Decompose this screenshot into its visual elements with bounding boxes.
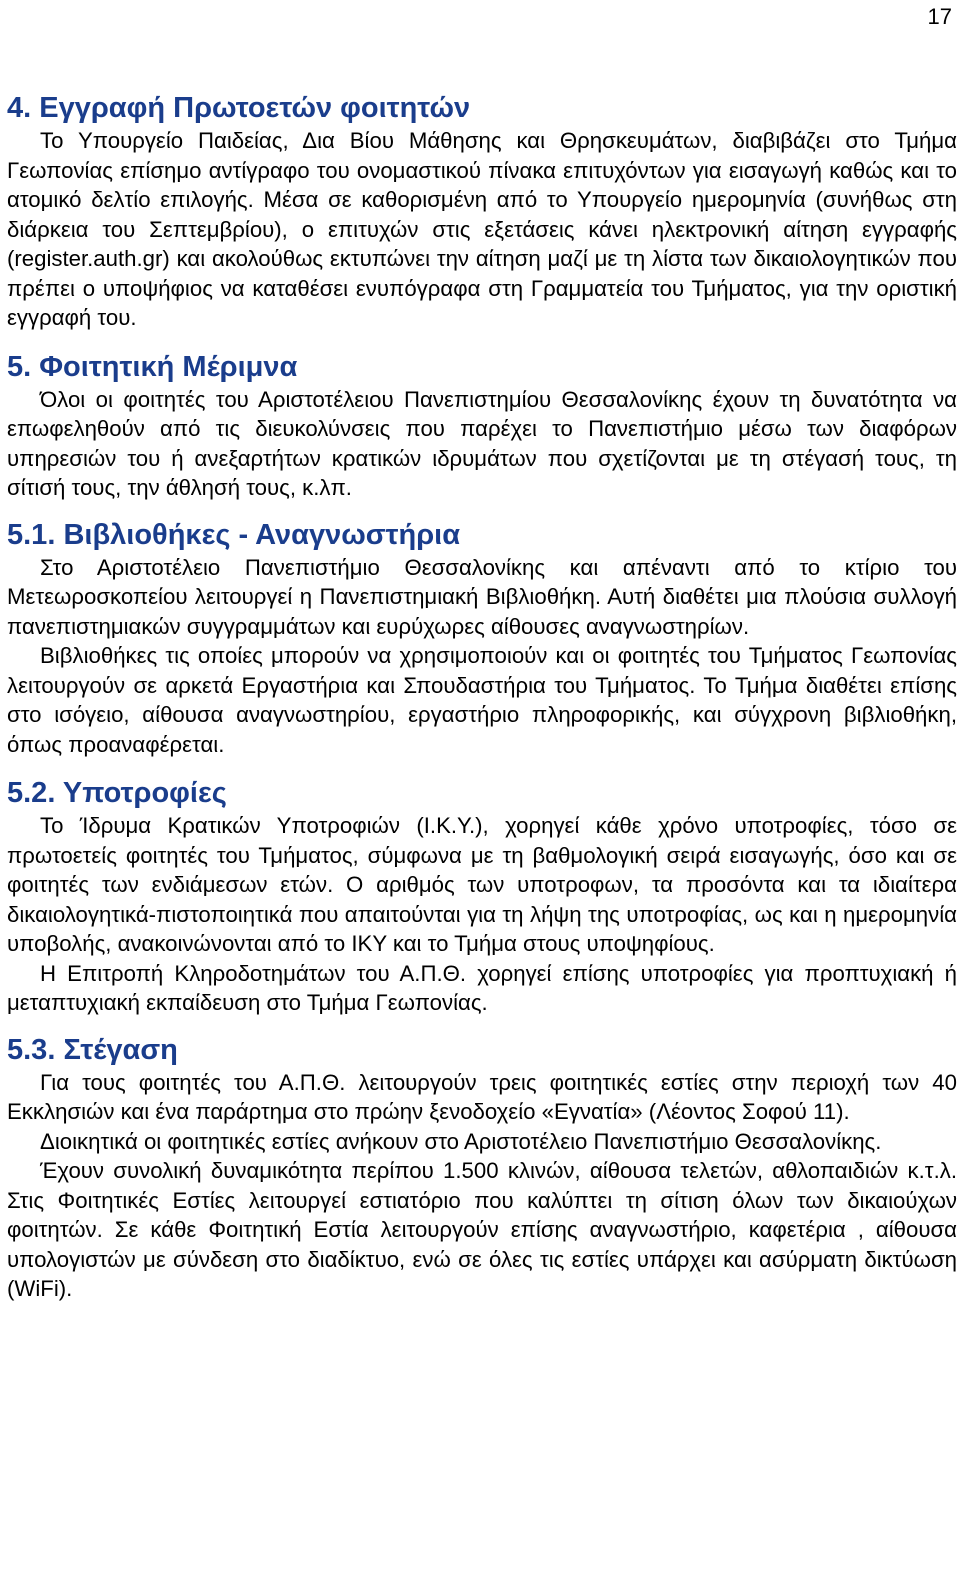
section-5-1-heading xyxy=(7,517,957,553)
section-5-1-title: Βιβλιοθήκες - Αναγνωστήρια xyxy=(63,518,461,551)
section-5-3-paragraph-3: Έχουν συνολική δυναμικότητα περίπου 1.500 κλινών, αίθουσα τελετών, αθλοπαιδιών κ.τ.λ. Στις Φοιτητικές Εστίες λειτουργεί εστιατόριο που καλύπτει τη σίτιση όλων των δικαιούχων φοιτητών. Σε κάθε Φοιτητική Εστία λειτουργούν επίσης αναγνωστήριο, καφετέρια , αίθουσα υπολογιστών με σύνδεση στο διαδίκτυο, ενώ σε όλες τις εστίες υπάρχει και ασύρματη δικτύωση (WiFi). xyxy=(7,1158,957,1301)
page-content xyxy=(7,90,957,1304)
section-5-3-heading xyxy=(7,1032,957,1068)
section-5-3-title: Στέγαση xyxy=(63,1033,178,1066)
section-4-paragraph-1: Το Υπουργείο Παιδείας, Δια Βίου Μάθησης και Θρησκευμάτων, διαβιβάζει στο Τμήμα Γεωπονίας επίσημο αντίγραφο του ονομαστικού πίνακα επιτυχόντων για εισαγωγή καθώς και το ατομικό δελτίο επιλογής. Μέσα σε καθορισμένη από το Υπουργείο ημερομηνία (συνήθως στη διάρκεια του Σεπτεμβρίου), ο επιτυχών στις εξετάσεις κάνει ηλεκτρονική αίτηση εγγραφής (register.auth.gr) και ακολούθως εκτυπώνει την αίτηση μαζί με τη λίστα των δικαιολογητικών που πρέπει ο υποψήφιος να καταθέσει ενυπόγραφα στη Γραμματεία του Τμήματος, για την οριστική εγγραφή του. xyxy=(7,128,957,330)
section-5-title: Φοιτητική Μέριμνα xyxy=(39,350,298,383)
section-5-2-heading xyxy=(7,775,957,811)
section-5-1-paragraph-2: Βιβλιοθήκες τις οποίες μπορούν να χρησιμοποιούν και οι φοιτητές του Τμήματος Γεωπονίας λειτουργούν σε αρκετά Εργαστήρια και Σπουδαστήρια του Τμήματος. Το Τμήμα διαθέτει επίσης στο ισόγειο, αίθουσα αναγνωστηρίου, εργαστήριο πληροφορικής, και σύγχρονη βιβλιοθήκη, όπως προαναφέρεται. xyxy=(7,643,957,757)
section-5-1 xyxy=(7,517,957,760)
section-5-2-number: 5.2. xyxy=(7,777,56,809)
section-5-2-paragraph-1: Το Ίδρυμα Κρατικών Υποτροφιών (Ι.Κ.Υ.), χορηγεί κάθε χρόνο υποτροφίες, τόσο σε πρωτοετείς φοιτητές του Τμήματος, σύμφωνα με τη βαθμολογική σειρά εισαγωγής, όσο και σε φοιτητές των ενδιάμεσων ετών. Ο αριθμός των υποτροφων, τα προσόντα και τα ιδιαίτερα δικαιολογητικά-πιστοποιητικά που απαιτούνται για τη λήψη της υποτροφίας, ως και η ημερομηνία υποβολής, ανακοινώνονται από το ΙΚΥ και το Τμήμα στους υποψηφίους. xyxy=(7,813,957,956)
page-number: 17 xyxy=(927,4,952,29)
section-5-2-paragraph-2: Η Επιτροπή Κληροδοτημάτων του Α.Π.Θ. χορηγεί επίσης υποτροφίες για προπτυχιακή ή μεταπτυχιακή εκπαίδευση στο Τμήμα Γεωπονίας. xyxy=(7,960,957,1015)
section-5-1-number: 5.1. xyxy=(7,518,56,551)
section-5-heading xyxy=(7,349,957,385)
section-5-1-paragraph-1: Στο Αριστοτέλειο Πανεπιστήμιο Θεσσαλονίκης και απέναντι από το κτίριο του Μετεωροσκοπείου λειτουργεί η Πανεπιστημιακή Βιβλιοθήκη. Αυτή διαθέτει μια πλούσια συλλογή πανεπιστημιακών συγγραμμάτων και ευρύχωρες αίθουσες αναγνωστηρίων. xyxy=(7,554,957,639)
section-5-paragraph-1: Όλοι οι φοιτητές του Αριστοτέλειου Πανεπιστημίου Θεσσαλονίκης έχουν τη δυνατότητα να επωφεληθούν από τις διευκολύνσεις που παρέχει το Πανεπιστήμιο μέσω των διαφόρων υπηρεσιών του ή ανεξαρτήτων κρατικών ιδρυμάτων που σχετίζονται με τη στέγασή τους, τη σίτισή τους, την άθλησή τους, κ.λπ. xyxy=(7,386,957,500)
section-4-number: 4. xyxy=(7,92,32,124)
section-4-title: Εγγραφή Πρωτοετών φοιτητών xyxy=(39,92,471,124)
section-5 xyxy=(7,349,957,503)
section-5-3-paragraph-2: Διοικητικά οι φοιτητικές εστίες ανήκουν στο Αριστοτέλειο Πανεπιστήμιο Θεσσαλονίκης. xyxy=(40,1128,882,1154)
section-5-3 xyxy=(7,1032,957,1304)
section-4-heading xyxy=(7,90,957,126)
section-5-3-paragraph-1: Για τους φοιτητές του Α.Π.Θ. λειτουργούν τρεις φοιτητικές εστίες στην περιοχή των 40 Εκκλησιών και ένα παράρτημα στο πρώην ξενοδοχείο «Εγνατία» (Λέοντος Σοφού 11). xyxy=(7,1069,957,1124)
section-4 xyxy=(7,90,957,333)
section-5-number: 5. xyxy=(7,350,32,383)
section-5-2 xyxy=(7,775,957,1018)
section-5-2-title: Υποτροφίες xyxy=(62,777,227,809)
section-5-3-number: 5.3. xyxy=(7,1033,56,1066)
